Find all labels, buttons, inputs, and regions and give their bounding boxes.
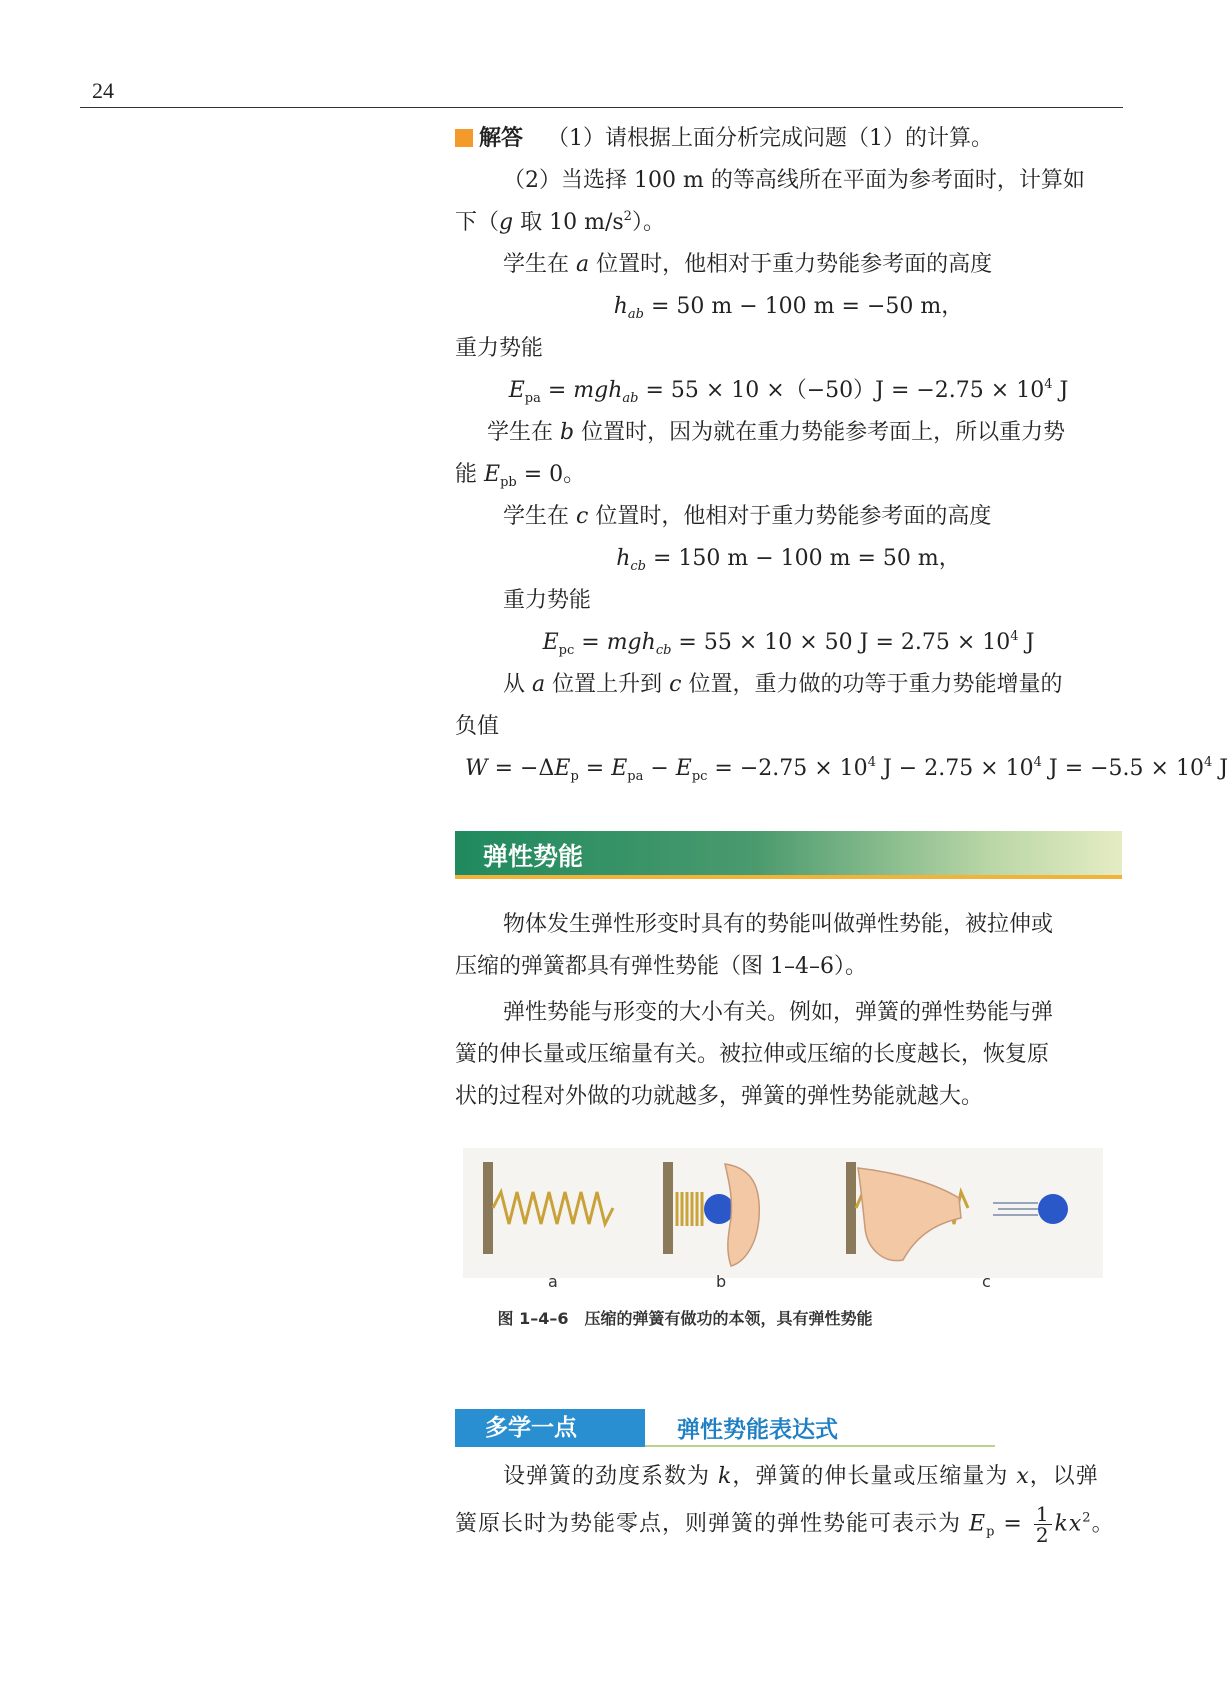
wall-a bbox=[483, 1162, 493, 1254]
a-position-text: 学生在 a 位置时，他相对于重力势能参考面的高度 bbox=[503, 252, 993, 277]
answer-line-2: （2）当选择 100 m 的等高线所在平面为参考面时，计算如 bbox=[503, 168, 1085, 193]
extra-title: 弹性势能表达式 bbox=[677, 1417, 838, 1443]
spring-figure bbox=[463, 1148, 1103, 1298]
para2-line3: 状的过程对外做的功就越多，弹簧的弹性势能就越大。 bbox=[455, 1084, 984, 1109]
figure-label-c: c bbox=[982, 1272, 991, 1291]
section-title: 弹性势能 bbox=[483, 842, 584, 871]
para2-line1: 弹性势能与形变的大小有关。例如，弹簧的弹性势能与弹 bbox=[503, 1000, 1054, 1025]
section-body bbox=[455, 910, 1122, 1120]
para1-line1: 物体发生弹性形变时具有的势能叫做弹性势能，被拉伸或 bbox=[503, 912, 1054, 937]
header-rule bbox=[80, 107, 1123, 108]
rise-text: 从 a 位置上升到 c 位置，重力做的功等于重力势能增量的 bbox=[503, 672, 1063, 697]
W-equation: $W = -\Delta E_p = E_{pa} - E_{pc} = -2.75 \times 10^4$ $J - 2.75 \times 10^4$ $J = -5.5 \times 10^4$ J bbox=[465, 755, 1228, 784]
E-pa-equation: $E_{pa} = mgh_{ab} = 55 \times 10 \times(-50)J = -2.75 \times 10^4$ J bbox=[508, 377, 1069, 406]
answer-block bbox=[455, 124, 1228, 804]
fraction-one-half: $\frac{1}{2}$ bbox=[1035, 1502, 1050, 1547]
h-ab-equation: $h_{ab} = 50$ m − 100 m = −50 m， bbox=[613, 294, 964, 322]
c-position-text: 学生在 c 位置时，他相对于重力势能参考面的高度 bbox=[503, 504, 992, 529]
answer-line-3: 下（g 取 10 $m/s^2$）。 bbox=[455, 209, 665, 235]
ball-b bbox=[704, 1194, 734, 1224]
wall-c bbox=[846, 1162, 856, 1254]
extra-rule bbox=[645, 1445, 995, 1447]
extra-line-1: 设弹簧的劲度系数为 k，弹簧的伸长量或压缩量为 x，以弹 bbox=[503, 1464, 1099, 1489]
rise-text-2: 负值 bbox=[455, 714, 500, 739]
para2-line2: 簧的伸长量或压缩量有关。被拉伸或压缩的长度越长，恢复原 bbox=[455, 1042, 1050, 1067]
answer-label: 解答 bbox=[479, 126, 524, 151]
para1-line2: 压缩的弹簧都具有弹性势能（图 1–4–6）。 bbox=[455, 954, 867, 979]
page-number: 24 bbox=[92, 78, 114, 103]
answer-marker-icon bbox=[455, 129, 473, 147]
extra-line-2: 簧原长时为势能零点，则弹簧的弹性势能可表示为 $E_p$ = $\frac{1}{2}$ $kx^2$。 bbox=[455, 1502, 1115, 1547]
E-pc-equation: $E_{pc} = mgh_{cb} = 55 \times 10 \times 50$ $J = 2.75 \times 10^4$ J bbox=[542, 629, 1035, 658]
gp-label-1: 重力势能 bbox=[455, 336, 544, 361]
section-heading-elastic-energy bbox=[455, 831, 1122, 879]
b-position-text: 学生在 b 位置时，因为就在重力势能参考面上，所以重力势 bbox=[487, 420, 1066, 445]
wall-b bbox=[663, 1162, 673, 1254]
figure-caption: 图 1–4–6 压缩的弹簧有做功的本领，具有弹性势能 bbox=[497, 1309, 873, 1328]
E-pb-equation: 能 $E_{pb} = 0$。 bbox=[455, 462, 586, 490]
gp-label-2: 重力势能 bbox=[503, 588, 592, 613]
figure-label-a: a bbox=[548, 1272, 558, 1291]
extra-tab: 多学一点 bbox=[455, 1409, 645, 1447]
extra-body bbox=[455, 1462, 1122, 1552]
answer-line-1: 解答 （1）请根据上面分析完成问题（1）的计算。 bbox=[455, 124, 993, 154]
ball-c bbox=[1038, 1194, 1068, 1224]
h-cb-equation: $h_{cb} = 150$ m − 100 m = 50 m， bbox=[616, 546, 961, 574]
figure-label-b: b bbox=[716, 1272, 727, 1291]
